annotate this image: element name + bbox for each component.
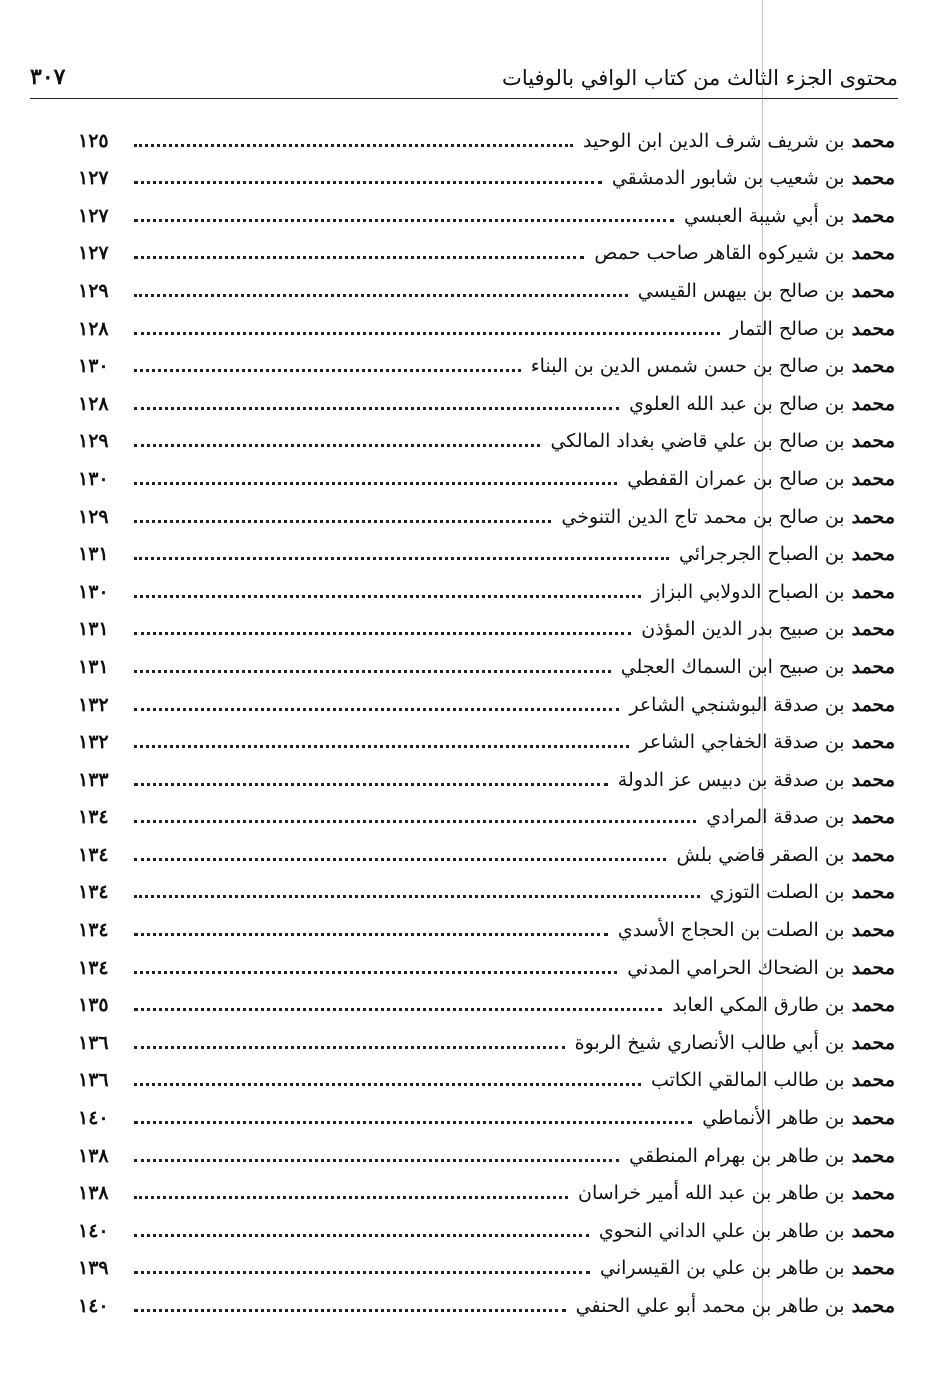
toc-entry xyxy=(78,757,895,795)
entry-page-number: ١٣٢ xyxy=(78,693,109,716)
toc-entry xyxy=(78,1283,895,1321)
entry-name: بن شريف شرف الدين ابن الوحيد xyxy=(583,129,845,152)
entry-lead: محمد xyxy=(851,881,895,904)
entry-lead: محمد xyxy=(851,1069,895,1092)
entry-name: بن طالب المالقي الكاتب xyxy=(650,1069,845,1092)
entry-page-number: ١٣٥ xyxy=(78,994,109,1017)
toc-entry xyxy=(78,644,895,682)
entry-lead: محمد xyxy=(851,994,895,1017)
entry-page-number: ١٣١ xyxy=(78,543,109,566)
entry-name: بن أبي شيبة العبسي xyxy=(683,204,845,227)
toc-entry xyxy=(78,381,895,419)
entry-lead: محمد xyxy=(851,204,895,227)
dot-leader xyxy=(134,820,696,823)
entry-name: بن شعيب بن شابور الدمشقي xyxy=(611,167,845,190)
entry-name: بن صالح بن عمران القفطي xyxy=(627,467,845,490)
toc-entry xyxy=(78,156,895,194)
dot-leader xyxy=(134,444,540,447)
entry-lead: محمد xyxy=(851,956,895,979)
entry-page-number: ١٣٩ xyxy=(78,1257,109,1280)
entry-lead: محمد xyxy=(851,1107,895,1130)
entry-name: بن شيركوه القاهر صاحب حمص xyxy=(594,242,845,265)
entry-page-number: ١٤٠ xyxy=(78,1219,109,1242)
dot-leader xyxy=(134,256,584,259)
entry-lead: محمد xyxy=(851,693,895,716)
dot-leader xyxy=(134,745,629,748)
toc-entry xyxy=(78,306,895,344)
entry-lead: محمد xyxy=(851,505,895,528)
entry-lead: محمد xyxy=(851,768,895,791)
dot-leader xyxy=(134,670,611,673)
dot-leader xyxy=(134,1121,692,1124)
dot-leader xyxy=(134,332,720,335)
entry-name: بن صالح التمار xyxy=(730,317,845,340)
entry-page-number: ١٢٥ xyxy=(78,129,109,152)
entry-lead: محمد xyxy=(851,1031,895,1054)
toc-entry xyxy=(78,795,895,833)
entry-lead: محمد xyxy=(851,1144,895,1167)
entry-name: بن صبيح بدر الدين المؤذن xyxy=(641,618,845,641)
entry-page-number: ١٤٠ xyxy=(78,1107,109,1130)
entry-page-number: ١٢٧ xyxy=(78,204,109,227)
entry-lead: محمد xyxy=(851,129,895,152)
dot-leader xyxy=(134,520,551,523)
entry-lead: محمد xyxy=(851,167,895,190)
entry-page-number: ١٣٦ xyxy=(78,1031,109,1054)
entry-name: بن صبيح ابن السماك العجلي xyxy=(620,655,845,678)
entry-lead: محمد xyxy=(851,355,895,378)
dot-leader xyxy=(134,971,617,974)
dot-leader xyxy=(134,632,631,635)
entry-name: بن طارق المكي العابد xyxy=(672,994,845,1017)
entry-page-number: ١٢٧ xyxy=(78,167,109,190)
dot-leader xyxy=(134,1309,566,1312)
dot-leader xyxy=(134,858,666,861)
entry-name: بن صدقة الخفاجي الشاعر xyxy=(639,731,845,754)
page-number: ٣٠٧ xyxy=(30,64,66,90)
toc-entry xyxy=(78,1133,895,1171)
toc-entry xyxy=(78,945,895,983)
entry-page-number: ١٢٩ xyxy=(78,279,109,302)
toc-entry xyxy=(78,1208,895,1246)
dot-leader xyxy=(134,1083,641,1086)
toc-entry xyxy=(78,494,895,532)
entry-lead: محمد xyxy=(851,618,895,641)
entry-lead: محمد xyxy=(851,543,895,566)
running-title: محتوى الجزء الثالث من كتاب الوافي بالوفيات xyxy=(502,66,898,90)
entry-page-number: ١٣٦ xyxy=(78,1069,109,1092)
dot-leader xyxy=(134,1008,662,1011)
entry-name: بن طاهر بن بهرام المنطقي xyxy=(629,1144,845,1167)
dot-leader xyxy=(134,783,608,786)
toc-entry xyxy=(78,682,895,720)
entry-name: بن طاهر بن علي بن القيسراني xyxy=(600,1257,845,1280)
entry-page-number: ١٣٨ xyxy=(78,1144,109,1167)
toc-entry xyxy=(78,1246,895,1284)
dot-leader xyxy=(134,557,669,560)
entry-name: بن الصلت التوزي xyxy=(709,881,845,904)
entry-name: بن طاهر بن علي الداني النحوي xyxy=(598,1219,845,1242)
entry-page-number: ١٣٠ xyxy=(78,580,109,603)
entry-name: بن صالح بن محمد تاج الدين التنوخي xyxy=(561,505,845,528)
toc-entry xyxy=(78,118,895,156)
dot-leader xyxy=(134,181,602,184)
entry-lead: محمد xyxy=(851,279,895,302)
toc-entry xyxy=(78,907,895,945)
entry-page-number: ١٣١ xyxy=(78,618,109,641)
entry-name: بن طاهر بن عبد الله أمير خراسان xyxy=(578,1182,845,1205)
entry-name: بن صالح بن بيهس القيسي xyxy=(637,279,845,302)
entry-name: بن الصقر قاضي بلش xyxy=(676,843,845,866)
entry-page-number: ١٢٧ xyxy=(78,242,109,265)
dot-leader xyxy=(134,1159,619,1162)
entry-lead: محمد xyxy=(851,1182,895,1205)
toc-entry xyxy=(78,231,895,269)
entry-page-number: ١٣٤ xyxy=(78,956,109,979)
dot-leader xyxy=(134,369,521,372)
entry-page-number: ١٢٩ xyxy=(78,505,109,528)
entry-lead: محمد xyxy=(851,806,895,829)
entry-lead: محمد xyxy=(851,1219,895,1242)
entry-page-number: ١٣٨ xyxy=(78,1182,109,1205)
entry-name: بن صالح بن عبد الله العلوي xyxy=(629,392,845,415)
dot-leader xyxy=(134,1046,565,1049)
dot-leader xyxy=(134,708,619,711)
entry-page-number: ١٢٨ xyxy=(78,392,109,415)
toc-entry xyxy=(78,569,895,607)
entry-page-number: ١٣١ xyxy=(78,655,109,678)
entry-lead: محمد xyxy=(851,919,895,942)
toc-entry xyxy=(78,1020,895,1058)
entry-page-number: ١٣٤ xyxy=(78,919,109,942)
dot-leader xyxy=(134,1271,590,1274)
entry-name: بن صدقة المرادي xyxy=(706,806,845,829)
dot-leader xyxy=(134,1196,568,1199)
entry-lead: محمد xyxy=(851,392,895,415)
entry-lead: محمد xyxy=(851,317,895,340)
toc-entry xyxy=(78,832,895,870)
entry-name: بن طاهر بن محمد أبو علي الحنفي xyxy=(575,1295,845,1317)
entry-lead: محمد xyxy=(851,843,895,866)
entry-page-number: ١٣٤ xyxy=(78,881,109,904)
entry-page-number: ١٣٣ xyxy=(78,768,109,791)
page-header xyxy=(30,52,898,98)
toc-entry xyxy=(78,870,895,908)
toc-entry xyxy=(78,344,895,382)
entry-page-number: ١٣٤ xyxy=(78,843,109,866)
entry-page-number: ١٣٢ xyxy=(78,731,109,754)
dot-leader xyxy=(134,933,608,936)
entry-lead: محمد xyxy=(851,731,895,754)
dot-leader xyxy=(134,219,674,222)
dot-leader xyxy=(134,144,573,147)
entry-page-number: ١٣٠ xyxy=(78,467,109,490)
entry-name: بن صالح بن حسن شمس الدين بن البناء xyxy=(530,355,845,378)
dot-leader xyxy=(134,407,619,410)
toc-entry xyxy=(78,193,895,231)
entry-name: بن أبي طالب الأنصاري شيخ الربوة xyxy=(574,1031,845,1054)
entry-name: بن صدقة البوشنجي الشاعر xyxy=(629,693,845,716)
entry-name: بن صالح بن علي قاضي بغداد المالكي xyxy=(550,430,845,453)
toc-entry xyxy=(78,419,895,457)
toc-entry xyxy=(78,532,895,570)
toc-entry xyxy=(78,607,895,645)
entry-page-number: ١٢٨ xyxy=(78,317,109,340)
entry-name: بن الصلت بن الحجاج الأسدي xyxy=(617,919,845,942)
entry-name: بن الصباح الجرجرائي xyxy=(678,543,845,566)
entry-lead: محمد xyxy=(851,467,895,490)
toc-entry xyxy=(78,1171,895,1209)
entry-name: بن الضحاك الحرامي المدني xyxy=(627,956,845,979)
toc-entry xyxy=(78,1095,895,1133)
entry-lead: محمد xyxy=(851,430,895,453)
toc-list xyxy=(78,118,895,1321)
entry-lead: محمد xyxy=(851,580,895,603)
toc-entry xyxy=(78,456,895,494)
toc-entry xyxy=(78,1058,895,1096)
dot-leader xyxy=(134,895,700,898)
toc-entry xyxy=(78,268,895,306)
entry-page-number: ١٣٠ xyxy=(78,355,109,378)
entry-page-number: ١٢٩ xyxy=(78,430,109,453)
dot-leader xyxy=(134,294,628,297)
entry-name: بن الصباح الدولابي البزاز xyxy=(651,580,845,603)
header-rule xyxy=(30,98,898,99)
dot-leader xyxy=(134,1234,589,1237)
entry-lead: محمد xyxy=(851,1257,895,1280)
entry-page-number: ١٣٤ xyxy=(78,806,109,829)
entry-lead: محمد xyxy=(851,242,895,265)
entry-lead: محمد xyxy=(851,655,895,678)
entry-page-number: ١٤٠ xyxy=(78,1295,109,1317)
toc-entry xyxy=(78,720,895,758)
entry-lead: محمد xyxy=(851,1295,895,1317)
entry-name: بن صدقة بن دبيس عز الدولة xyxy=(617,768,845,791)
entry-name: بن طاهر الأنماطي xyxy=(702,1107,845,1130)
toc-entry xyxy=(78,983,895,1021)
dot-leader xyxy=(134,482,617,485)
dot-leader xyxy=(134,595,641,598)
